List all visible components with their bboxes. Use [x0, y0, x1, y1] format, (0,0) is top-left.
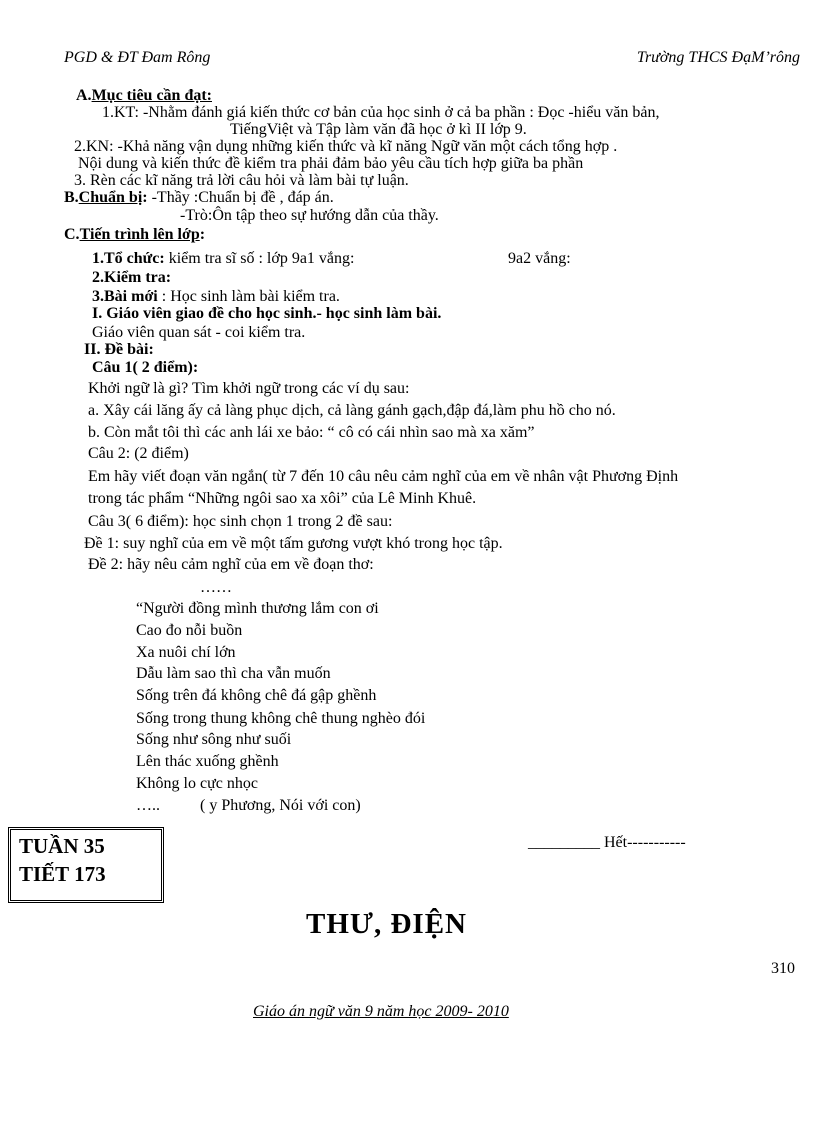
- poem-line: Xa nuôi chí lớn: [136, 644, 236, 661]
- a2-line1: 2.KN: -Khả năng vận dụng những kiến thức và kĩ năng Ngữ văn một cách tổng hợp .: [74, 138, 618, 155]
- poem-attribution: ….. ( y Phương, Nói với con): [136, 797, 361, 814]
- part-1-note: Giáo viên quan sát - coi kiểm tra.: [92, 324, 306, 341]
- c2-label: 2.Kiểm tra:: [92, 269, 172, 286]
- c3-text: : Học sinh làm bài kiểm tra.: [157, 288, 340, 305]
- section-c-prefix: C.: [64, 226, 80, 243]
- c1-text: kiểm tra sĩ số : lớp 9a1 vắng:: [164, 250, 355, 267]
- c1-label: 1.Tổ chức:: [92, 250, 165, 267]
- end-mark-text: Hết-----------: [600, 834, 686, 851]
- poem-line: Không lo cực nhọc: [136, 775, 258, 792]
- a1-line1: 1.KT: -Nhằm đánh giá kiến thức cơ bản của học sinh ở cả ba phần : Đọc -hiểu văn bản,: [102, 104, 660, 121]
- question-1-a: a. Xây cái lăng ấy cả làng phục dịch, cả làng gánh gạch,đập đá,làm phu hồ cho nó.: [88, 402, 616, 419]
- lesson-title: THƯ, ĐIỆN: [306, 908, 467, 940]
- section-b-line1: [64, 190, 334, 206]
- poem-line: Lên thác xuống ghềnh: [136, 753, 279, 770]
- question-3-title: Câu 3( 6 điểm): học sinh chọn 1 trong 2 đề sau:: [88, 513, 393, 530]
- b-line1: -Thầy :Chuẩn bị đề , đáp án.: [147, 189, 334, 206]
- question-1-title: Câu 1( 2 điểm):: [92, 359, 199, 376]
- c1-text2: 9a2 vắng:: [508, 250, 571, 267]
- header-right: Trường THCS ĐạM’rông: [636, 49, 800, 66]
- section-b-prefix: B.: [64, 189, 79, 206]
- poem-line: Sống như sông như suối: [136, 731, 292, 748]
- b-line2: -Trò:Ôn tập theo sự hướng dẫn của thầy.: [180, 207, 439, 224]
- poem-line: “Người đồng mình thương lắm con ơi: [136, 600, 379, 617]
- question-3-option-2: Đề 2: hãy nêu cảm nghĩ của em về đoạn thơ:: [88, 556, 374, 573]
- section-a-heading: [76, 88, 212, 104]
- week-lesson-box: [8, 827, 164, 903]
- poem-line: Cao đo nỗi buồn: [136, 622, 243, 639]
- poem-line: Dẫu làm sao thì cha vẫn muốn: [136, 665, 331, 682]
- c1-line: [92, 251, 354, 267]
- a2-line2: Nội dung và kiến thức đề kiểm tra phải đảm bảo yêu cầu tích hợp giữa ba phần: [78, 155, 584, 172]
- section-c-colon: :: [199, 226, 206, 243]
- end-mark-dashes: _________: [528, 834, 600, 851]
- section-b-colon: :: [142, 189, 148, 206]
- part-1-heading: I. Giáo viên giao đề cho học sinh.- học sinh làm bài.: [92, 305, 442, 322]
- question-1-text: Khởi ngữ là gì? Tìm khởi ngữ trong các ví dụ sau:: [88, 380, 410, 397]
- question-2-title: Câu 2: (2 điểm): [88, 445, 189, 462]
- header-left: PGD & ĐT Đam Rông: [64, 49, 211, 66]
- question-3-option-1: Đề 1: suy nghĩ của em về một tấm gương vượt khó trong học tập.: [84, 535, 503, 552]
- c3-line: [92, 289, 340, 305]
- a1-line2: TiếngViệt và Tập làm văn đã học ở kì II lớp 9.: [230, 121, 527, 138]
- c3-label: 3.Bài mới: [92, 288, 158, 305]
- question-2-line2: trong tác phẩm “Những ngôi sao xa xôi” của Lê Minh Khuê.: [88, 490, 477, 507]
- section-c-heading: [64, 227, 205, 243]
- part-2-heading: II. Đề bài:: [84, 341, 154, 358]
- page-number: 310: [771, 960, 795, 977]
- section-a-title: Mục tiêu cần đạt:: [91, 87, 212, 104]
- section-b-title: Chuẩn bị: [78, 189, 143, 206]
- section-c-title: Tiến trình lên lớp: [79, 226, 200, 243]
- poem-line: Sống trong thung không chê thung nghèo đói: [136, 710, 426, 727]
- section-a-prefix: A.: [76, 87, 92, 104]
- a3-line: 3. Rèn các kĩ năng trả lời câu hỏi và làm bài tự luận.: [74, 172, 409, 189]
- week-label: TUẦN 35: [19, 834, 105, 858]
- question-1-b: b. Còn mắt tôi thì các anh lái xe bảo: “ cô có cái nhìn sao mà xa xăm”: [88, 424, 535, 441]
- lesson-label: TIẾT 173: [19, 862, 106, 886]
- poem-ellipsis: ……: [200, 579, 232, 596]
- poem-line: Sống trên đá không chê đá gập ghềnh: [136, 687, 377, 704]
- question-2-line1: Em hãy viết đoạn văn ngắn( từ 7 đến 10 câu nêu cảm nghĩ của em về nhân vật Phương Định: [88, 468, 679, 485]
- end-mark: [528, 835, 686, 851]
- footer: Giáo án ngữ văn 9 năm học 2009- 2010: [253, 1003, 509, 1020]
